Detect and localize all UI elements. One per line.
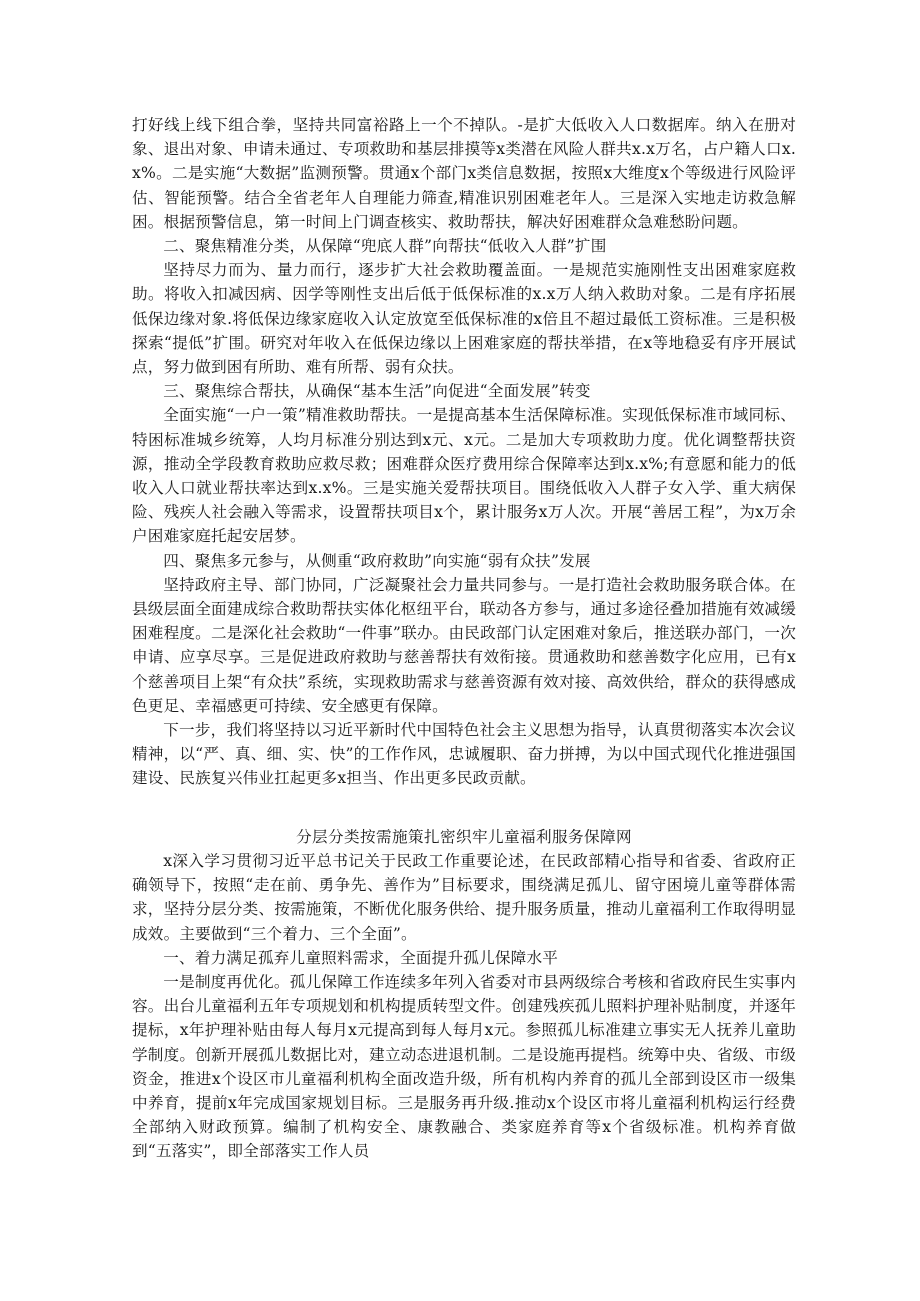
section-heading-3: 三、聚焦综合帮扶，从确保“基本生活”向促进“全面发展”转变 (163, 382, 591, 401)
section-heading-2: 二、聚焦精准分类，从保障“兜底人群”向帮扶“低收入人群”扩围 (163, 237, 607, 256)
intro-paragraph: x深入学习贯彻习近平总书记关于民政工作重要论述，在民政部精心指导和省委、省政府正确领导下，按照“走在前、勇争先、善作为”目标要求，围绕满足孤儿、留守困境儿童等群体需求，坚持分层分类、按需施策，不断优化服务供给、提升服务质量，推动儿童福利工作取得明显成效。主要做到“三个着力、三个全面”。 (132, 851, 796, 943)
paragraph-5: 下一步，我们将坚持以习近平新时代中国特色社会主义思想为指导，认真贯彻落实本次会议精神，以“严、真、细、实、快”的工作作风，忠诚履职、奋力拼搏，为以中国式现代化推进强国建设、民族复兴伟业扛起更多x担当、作出更多民政贡献。 (132, 721, 796, 788)
continuation-paragraph: 打好线上线下组合拳，坚持共同富裕路上一个不掉队。-是扩大低收入人口数据库。纳入在册对象、退出对象、申请未通过、专项救助和基层排摸等x类潜在风险人群共x.x万名，占户籍人口x.x%。二是实施“大数据”监测预警。贯通x个部门x类信息数据，按照x大维度x个等级进行风险评估、智能预警。结合全省老年人自理能力筛查,精准识别困难老年人。三是深入实地走访救急解困。根据预警信息，第一时间上门调查核实、救助帮扶，解决好困难群众急难愁盼问题。 (132, 116, 796, 231)
paragraph-4: 坚持政府主导、部门协同，广泛凝聚社会力量共同参与。一是打造社会救助服务联合体。在县级层面全面建成综合救助帮扶实体化枢纽平台，联动各方参与，通过多途径叠加措施有效减缓困难程度。二是深化社会救助“一件事”联办。由民政部门认定困难对象后，推送联办部门，一次申请、应享尽享。三是促进政府救助与慈善帮扶有效衔接。贯通救助和慈善数字化应用，已有x个慈善项目上架“有众扶”系统，实现救助需求与慈善资源有效对接、高效供给，群众的获得感成色更足、幸福感更可持续、安全感更有保障。 (132, 575, 796, 715)
subsection-heading-1: 一、着力满足孤弃儿童照料需求，全面提升孤儿保障水平 (163, 948, 559, 967)
paragraph-2: 坚持尽力而为、量力而行，逐步扩大社会救助覆盖面。一是规范实施刚性支出困难家庭救助。将收入扣减因病、因学等刚性支出后低于低保标准的x.x万人纳入救助对象。二是有序拓展低保边缘对象.将低保边缘家庭收入认定放宽至低保标准的x倍且不超过最低工资标准。三是积极探索“提低”扩围。研究对年收入在低保边缘以上困难家庭的帮扶举措，在x等地稳妥有序开展试点，努力做到困有所助、难有所帮、弱有众扶。 (132, 261, 796, 377)
document-page (132, 113, 796, 1164)
subsection-paragraph-1: 一是制度再优化。孤儿保障工作连续多年列入省委对市县两级综合考核和省政府民生实事内容。出台儿童福利五年专项规划和机构提质转型文件。创建残疾孤儿照料护理补贴制度，并逐年提标，x年护理补贴由每人每月x元提高到每人每月x元。参照孤儿标准建立事实无人抚养儿童助学制度。创新开展孤儿数据比对，建立动态进退机制。二是设施再提档。统筹中央、省级、市级资金，推进x个设区市儿童福利机构全面改造升级，所有机构内养育的孤儿全部到设区市一级集中养育，提前x年完成国家规划目标。三是服务再升级.推动x个设区市将儿童福利机构运行经费全部纳入财政预算。编制了机构安全、康教融合、类家庭养育等x个省级标准。机构养育做到“五落实”，即全部落实工作人员 (132, 972, 796, 1161)
article-title: 分层分类按需施策扎密织牢儿童福利服务保障网 (296, 827, 632, 846)
paragraph-3: 全面实施“一户一策”精准救助帮扶。一是提高基本生活保障标准。实现低保标准市域同标、特困标准城乡统筹，人均月标准分别达到x元、x元。二是加大专项救助力度。优化调整帮扶资源，推动全学段教育救助应救尽救；困难群众医疗费用综合保障率达到x.x%;有意愿和能力的低收入人口就业帮扶率达到x.x%。三是实施关爱帮扶项目。围绕低收入人群子女入学、重大病保险、残疾人社会融入等需求，设置帮扶项目x个，累计服务x万人次。开展“善居工程”，为x万余户困难家庭托起安居梦。 (132, 406, 796, 546)
section-heading-4: 四、聚焦多元参与，从侧重“政府救助”向实施“弱有众扶”发展 (163, 551, 591, 570)
section-spacer (132, 791, 796, 815)
